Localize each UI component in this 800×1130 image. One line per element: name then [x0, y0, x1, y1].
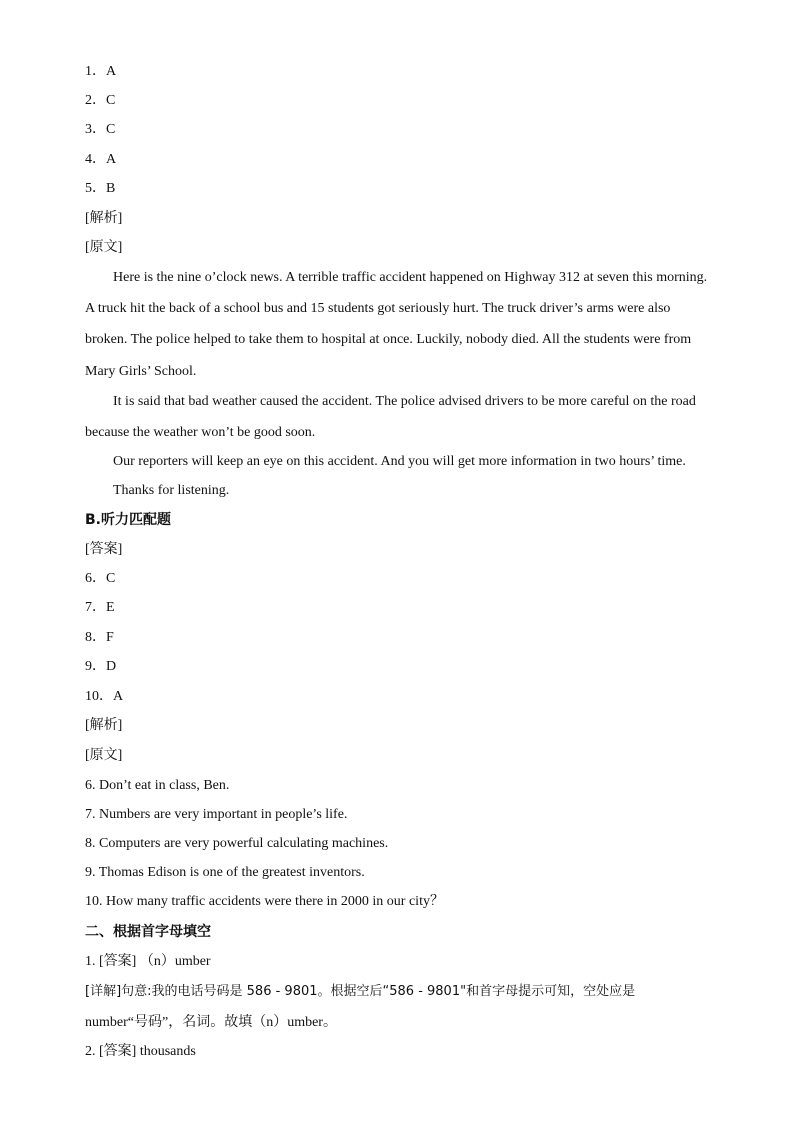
transcript-a-line: because the weather won’t be good soon.	[85, 425, 316, 440]
fill-item-1-detail: [详解]句意:我的电话号码是 586 - 9801。根据空后“586 - 9801"和首字母提示可知，空处应是	[85, 984, 636, 999]
transcript-a-line: Mary Girls’ School.	[85, 364, 197, 379]
section-2-heading: 二、根据首字母填空	[85, 924, 211, 940]
answer-7: 7．E	[85, 600, 115, 615]
transcript-a-line: Thanks for listening.	[113, 483, 230, 498]
transcript-a-line: A truck hit the back of a school bus and 15 students got seriously hurt. The truck driver’s arms were also	[85, 301, 671, 316]
answer-2: 2．C	[85, 93, 116, 108]
transcript-b-line: 9. Thomas Edison is one of the greatest inventors.	[85, 865, 365, 880]
answer-4: 4．A	[85, 152, 117, 167]
section-b-heading: B.听力匹配题	[85, 512, 171, 528]
answer-1: 1．A	[85, 64, 117, 79]
transcript-a-line: It is said that bad weather caused the accident. The police advised drivers to be more careful on the road	[113, 394, 696, 409]
transcript-a-line: Our reporters will keep an eye on this accident. And you will get more information in two hours’ time.	[113, 454, 686, 469]
answer-6: 6．C	[85, 571, 116, 586]
answer-8: 8．F	[85, 630, 114, 645]
fill-item-2-answer: 2. [答案] thousands	[85, 1044, 196, 1059]
answer-10: 10．A	[85, 689, 124, 704]
answer-3: 3．C	[85, 122, 116, 137]
fill-item-1-detail-cont: number“号码”，名词。故填（n）umber。	[85, 1015, 337, 1030]
transcript-label-b: [原文]	[85, 748, 123, 763]
transcript-a-line: Here is the nine o’clock news. A terrible traffic accident happened on Highway 312 at seven this morning.	[113, 270, 708, 285]
answer-9: 9．D	[85, 659, 117, 674]
fill-item-1-answer: 1. [答案] （n）umber	[85, 954, 211, 969]
transcript-label-a: [原文]	[85, 240, 123, 255]
analysis-label-b: [解析]	[85, 718, 123, 733]
transcript-b-line: 7. Numbers are very important in people’s life.	[85, 807, 348, 822]
answer-5: 5．B	[85, 181, 116, 196]
transcript-b-line: 10. How many traffic accidents were there in 2000 in our city？	[85, 894, 444, 909]
analysis-label-a: [解析]	[85, 211, 123, 226]
transcript-b-line: 8. Computers are very powerful calculating machines.	[85, 836, 389, 851]
transcript-a-line: broken. The police helped to take them to hospital at once. Luckily, nobody died. All the students were from	[85, 332, 692, 347]
answer-label-b: [答案]	[85, 542, 123, 557]
transcript-b-line: 6. Don’t eat in class, Ben.	[85, 778, 230, 793]
